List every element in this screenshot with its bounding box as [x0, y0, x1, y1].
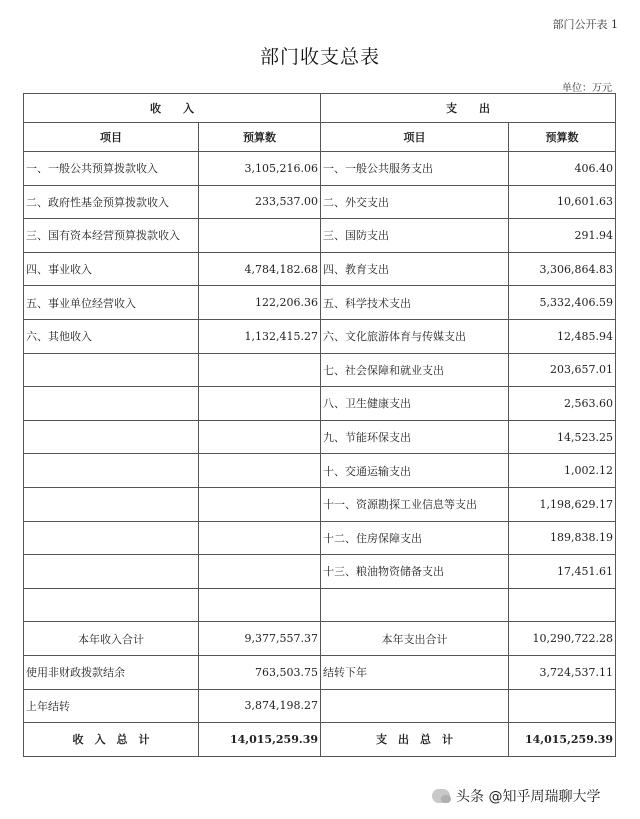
income-value [199, 420, 321, 454]
expense-value [509, 689, 616, 723]
extra-row [24, 689, 616, 723]
income-item: 六、其他收入 [24, 319, 199, 353]
expense-value: 189,838.19 [509, 521, 616, 555]
expense-item-header: 项目 [321, 123, 509, 152]
income-item [24, 420, 199, 454]
expense-item: 十二、住房保障支出 [321, 521, 509, 555]
page-title: 部门收支总表 [259, 46, 380, 68]
income-budget-header: 预算数 [199, 123, 321, 152]
income-item: 二、政府性基金预算拨款收入 [24, 185, 199, 219]
income-value [199, 387, 321, 421]
table-row [24, 219, 616, 253]
income-item: 一、一般公共预算拨款收入 [24, 152, 199, 186]
expense-subtotal-value: 10,290,722.28 [509, 622, 616, 656]
expense-item: 七、社会保障和就业支出 [321, 353, 509, 387]
expense-item: 十一、资源勘探工业信息等支出 [321, 487, 509, 521]
expense-subtotal-label: 本年支出合计 [321, 622, 509, 656]
expense-value: 1,198,629.17 [509, 487, 616, 521]
income-value: 4,784,182.68 [199, 252, 321, 286]
income-item: 五、事业单位经营收入 [24, 286, 199, 320]
income-item: 四、事业收入 [24, 252, 199, 286]
expense-total-label: 支 出 总 计 [321, 723, 509, 757]
income-total-value: 14,015,259.39 [199, 723, 321, 757]
table-row [24, 286, 616, 320]
income-value: 763,503.75 [199, 655, 321, 689]
income-item [24, 387, 199, 421]
expense-value: 1,002.12 [509, 454, 616, 488]
form-number: 部门公开表 1 [552, 18, 618, 31]
income-item [24, 353, 199, 387]
income-subtotal-value: 9,377,557.37 [199, 622, 321, 656]
expense-item: 十三、粮油物资储备支出 [321, 555, 509, 589]
income-value: 1,132,415.27 [199, 319, 321, 353]
income-value [199, 454, 321, 488]
income-value: 122,206.36 [199, 286, 321, 320]
expense-item: 六、文化旅游体育与传媒支出 [321, 319, 509, 353]
expense-item: 八、卫生健康支出 [321, 387, 509, 421]
table-row [24, 487, 616, 521]
budget-table [23, 93, 616, 757]
income-item: 使用非财政拨款结余 [24, 655, 199, 689]
table-row [24, 588, 616, 622]
expense-item: 五、科学技术支出 [321, 286, 509, 320]
income-value: 233,537.00 [199, 185, 321, 219]
table-row [24, 555, 616, 589]
income-item [24, 454, 199, 488]
expense-value: 2,563.60 [509, 387, 616, 421]
table-row [24, 319, 616, 353]
income-value [199, 588, 321, 622]
extra-row [24, 655, 616, 689]
expense-total-value: 14,015,259.39 [509, 723, 616, 757]
income-subtotal-label: 本年收入合计 [24, 622, 199, 656]
expense-value: 203,657.01 [509, 353, 616, 387]
table-row [24, 353, 616, 387]
table-row [24, 454, 616, 488]
income-value [199, 487, 321, 521]
expense-value: 17,451.61 [509, 555, 616, 589]
expense-value: 10,601.63 [509, 185, 616, 219]
expense-value: 12,485.94 [509, 319, 616, 353]
table-row [24, 521, 616, 555]
income-item [24, 555, 199, 589]
unit-label: 单位：万元 [562, 83, 612, 94]
subtotal-row [24, 622, 616, 656]
table-row [24, 420, 616, 454]
expense-value: 3,724,537.11 [509, 655, 616, 689]
income-item [24, 588, 199, 622]
income-header: 收 入 [24, 94, 321, 123]
expense-value: 291.94 [509, 219, 616, 253]
income-item [24, 521, 199, 555]
expense-item: 二、外交支出 [321, 185, 509, 219]
income-item [24, 487, 199, 521]
expense-item [321, 588, 509, 622]
income-value [199, 353, 321, 387]
expense-item: 四、教育支出 [321, 252, 509, 286]
expense-item: 九、节能环保支出 [321, 420, 509, 454]
wechat-icon [432, 789, 450, 803]
table-row [24, 152, 616, 186]
table-row [24, 252, 616, 286]
table-row [24, 387, 616, 421]
expense-item: 三、国防支出 [321, 219, 509, 253]
column-header-row [24, 123, 616, 152]
income-value [199, 555, 321, 589]
expense-header: 支 出 [321, 94, 616, 123]
watermark [432, 786, 600, 806]
watermark-text: 头条 @知乎周瑞聊大学 [456, 789, 601, 805]
income-total-label: 收 入 总 计 [24, 723, 199, 757]
expense-value: 5,332,406.59 [509, 286, 616, 320]
expense-item [321, 689, 509, 723]
income-value: 3,105,216.06 [199, 152, 321, 186]
income-item: 上年结转 [24, 689, 199, 723]
table-row [24, 185, 616, 219]
expense-item: 十、交通运输支出 [321, 454, 509, 488]
section-header-row [24, 94, 616, 123]
income-item: 三、国有资本经营预算拨款收入 [24, 219, 199, 253]
expense-value: 14,523.25 [509, 420, 616, 454]
expense-value [509, 588, 616, 622]
expense-item: 结转下年 [321, 655, 509, 689]
expense-budget-header: 预算数 [509, 123, 616, 152]
income-item-header: 项目 [24, 123, 199, 152]
total-row [24, 723, 616, 757]
income-value [199, 521, 321, 555]
expense-value: 406.40 [509, 152, 616, 186]
income-value [199, 219, 321, 253]
expense-value: 3,306,864.83 [509, 252, 616, 286]
expense-item: 一、一般公共服务支出 [321, 152, 509, 186]
income-value: 3,874,198.27 [199, 689, 321, 723]
